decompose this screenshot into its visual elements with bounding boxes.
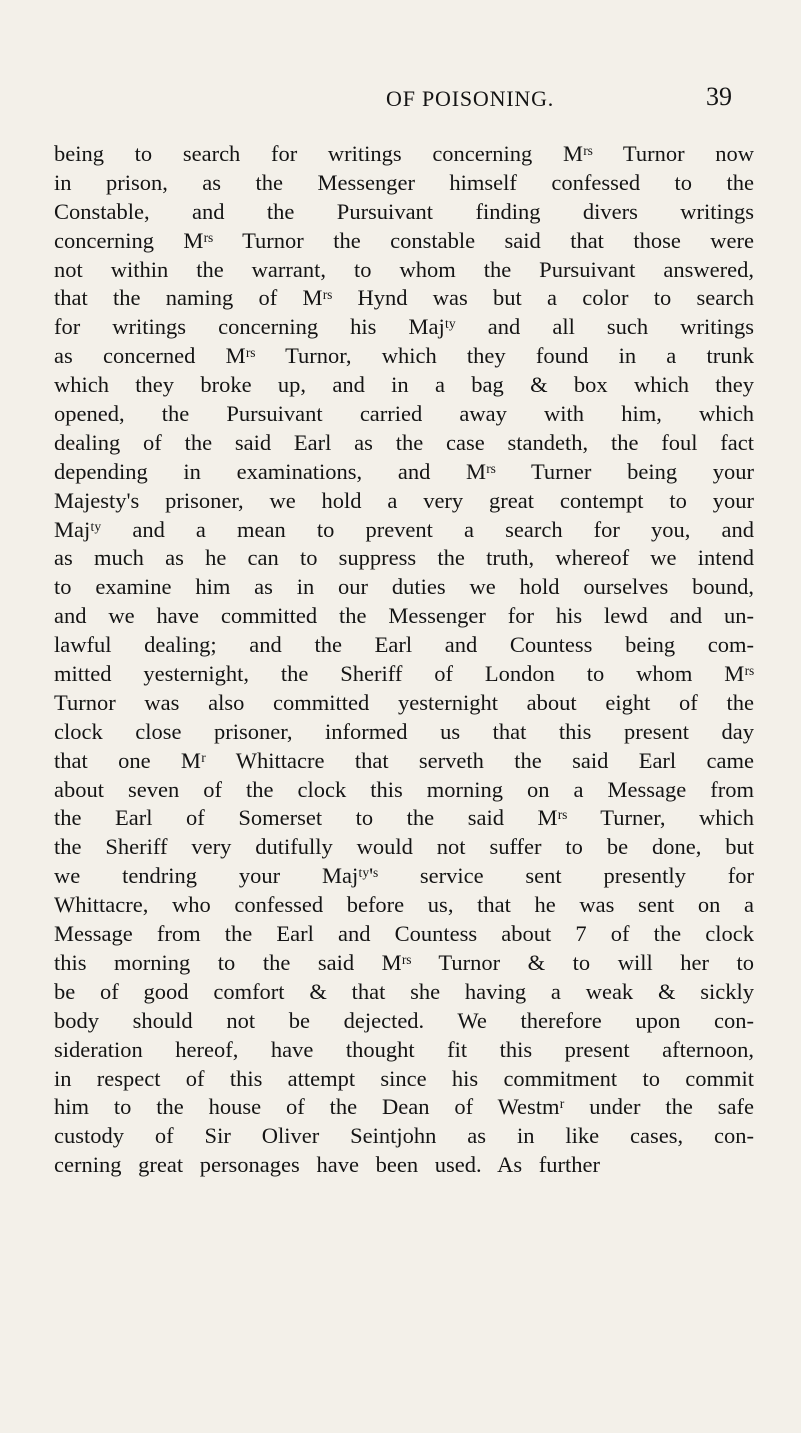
- text-line: the Sheriff very dutifully would not suffer to be done, but: [54, 834, 754, 860]
- text-line: custody of Sir Oliver Seintjohn as in like cases, con-: [54, 1123, 754, 1149]
- text-line: body should not be dejected. We therefore upon con-: [54, 1007, 754, 1033]
- text-line: clock close prisoner, informed us that this present day: [54, 718, 754, 744]
- text-line: concerning Mʳˢ Turnor the constable said that those were: [54, 227, 754, 253]
- text-line: to examine him as in our duties we hold ourselves bound,: [54, 574, 754, 600]
- text-line: Majesty's prisoner, we hold a very great contempt to your: [54, 487, 754, 513]
- text-line: Message from the Earl and Countess about 7 of the clock: [54, 921, 754, 947]
- text-line: that one Mʳ Whittacre that serveth the said Earl came: [54, 747, 754, 773]
- text-line: Turnor was also committed yesternight about eight of the: [54, 689, 754, 715]
- text-line: opened, the Pursuivant carried away with him, which: [54, 401, 754, 427]
- text-line: for writings concerning his Majᵗʸ and all such writings: [54, 314, 754, 340]
- text-line: not within the warrant, to whom the Pursuivant answered,: [54, 256, 754, 282]
- text-line: lawful dealing; and the Earl and Countess being com-: [54, 632, 754, 658]
- body-text: [54, 140, 754, 1180]
- text-line: him to the house of the Dean of Westmʳ under the safe: [54, 1094, 754, 1120]
- text-line: cerning great personages have been used. As further: [54, 1152, 600, 1178]
- text-line: being to search for writings concerning Mʳˢ Turnor now: [54, 141, 754, 166]
- text-line: as much as he can to suppress the truth, whereof we intend: [54, 545, 754, 571]
- text-line: which they broke up, and in a bag & box which they: [54, 372, 754, 398]
- text-line: as concerned Mʳˢ Turnor, which they found in a trunk: [54, 343, 754, 369]
- text-line: we tendring your Majᵗʸ'ˢ service sent presently for: [54, 863, 754, 889]
- text-line: dealing of the said Earl as the case standeth, the foul fact: [54, 429, 754, 455]
- text-line: Constable, and the Pursuivant finding divers writings: [54, 198, 754, 224]
- text-line: depending in examinations, and Mʳˢ Turner being your: [54, 458, 754, 484]
- text-line: in prison, as the Messenger himself confessed to the: [54, 169, 754, 195]
- text-line: Majᵗʸ and a mean to prevent a search for you, and: [54, 516, 754, 542]
- text-line: mitted yesternight, the Sheriff of London to whom Mʳˢ: [54, 661, 754, 687]
- text-line: that the naming of Mʳˢ Hynd was but a color to search: [54, 285, 754, 311]
- running-head: OF POISONING.: [386, 86, 555, 111]
- text-line: and we have committed the Messenger for his lewd and un-: [54, 603, 754, 629]
- text-line: be of good comfort & that she having a weak & sickly: [54, 978, 754, 1004]
- text-line: in respect of this attempt since his commitment to commit: [54, 1065, 754, 1091]
- text-line: this morning to the said Mʳˢ Turnor & to will her to: [54, 949, 754, 975]
- text-line: sideration hereof, have thought fit this present afternoon,: [54, 1036, 754, 1062]
- text-line: about seven of the clock this morning on a Message from: [54, 776, 754, 802]
- text-line: the Earl of Somerset to the said Mʳˢ Turner, which: [54, 805, 754, 831]
- page-number: 39: [706, 82, 732, 111]
- text-line: Whittacre, who confessed before us, that he was sent on a: [54, 892, 754, 918]
